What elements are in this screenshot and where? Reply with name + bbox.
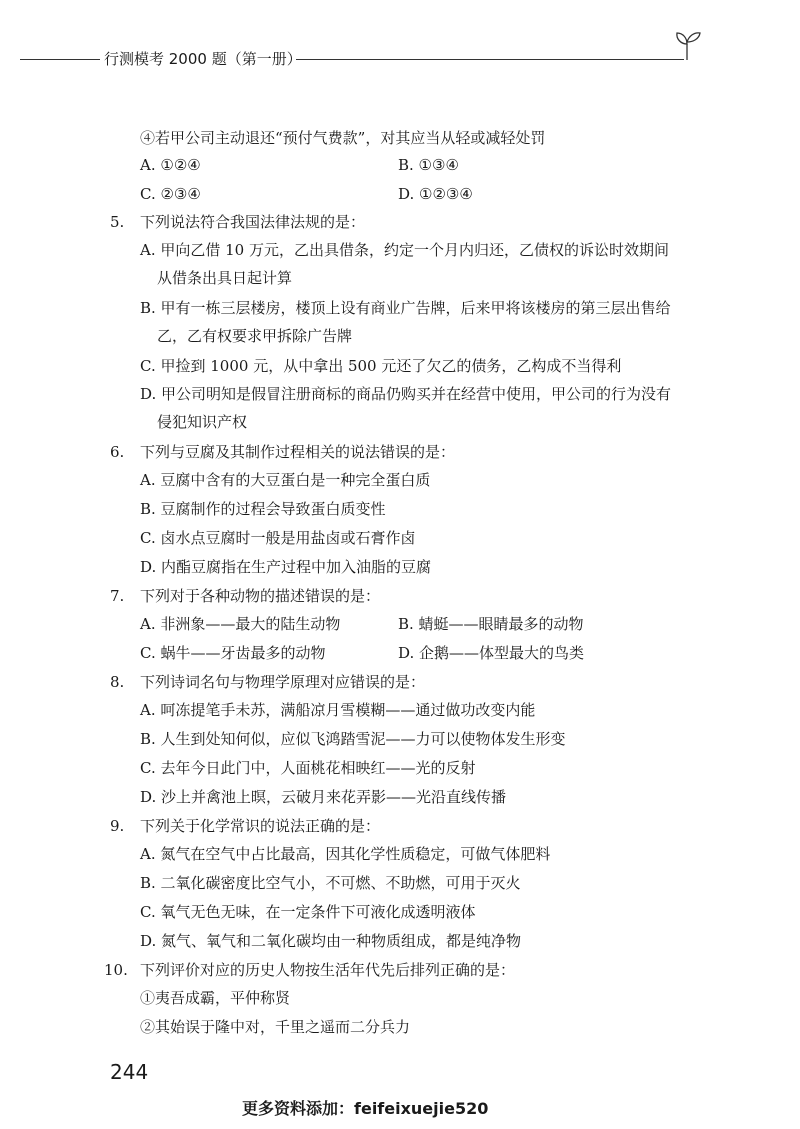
q8-stem: 下列诗词名句与物理学原理对应错误的是： bbox=[140, 673, 426, 691]
page-number: 244 bbox=[110, 1060, 149, 1084]
q5-option-d-line2: 侵犯知识产权 bbox=[157, 413, 248, 431]
q7-option-c: C. 蜗牛——牙齿最多的动物 bbox=[140, 644, 326, 662]
q5-option-d-line1: D. 甲公司明知是假冒注册商标的商品仍购买并在经营中使用，甲公司的行为没有 bbox=[140, 385, 672, 403]
q9-option-c: C. 氧气无色无味，在一定条件下可液化成透明液体 bbox=[140, 903, 476, 921]
footer-note: 更多资料添加：feifeixuejie520 bbox=[242, 1099, 489, 1118]
q5-option-b-line2: 乙，乙有权要求甲拆除广告牌 bbox=[157, 327, 353, 345]
q9-option-d: D. 氮气、氧气和二氧化碳均由一种物质组成，都是纯净物 bbox=[140, 932, 522, 950]
q8-option-a: A. 呵冻提笔手未苏，满船凉月雪模糊——通过做功改变内能 bbox=[140, 701, 536, 719]
q10-item2: ②其始误于隆中对，千里之遥而二分兵力 bbox=[140, 1018, 411, 1036]
q5-option-a-line2: 从借条出具日起计算 bbox=[157, 269, 293, 287]
q4-item4: ④若甲公司主动退还“预付气费款”，对其应当从轻或减轻处罚 bbox=[140, 129, 546, 147]
q6-option-b: B. 豆腐制作的过程会导致蛋白质变性 bbox=[140, 500, 386, 518]
q6-number: 6. bbox=[110, 443, 125, 461]
q4-option-d: D. ①②③④ bbox=[398, 185, 473, 203]
q8-option-d: D. 沙上并禽池上暝，云破月来花弄影——光沿直线传播 bbox=[140, 788, 507, 806]
header-rule-left bbox=[20, 59, 100, 60]
q5-stem: 下列说法符合我国法律法规的是： bbox=[140, 213, 366, 231]
q4-option-b: B. ①③④ bbox=[398, 156, 459, 174]
q4-option-a: A. ①②④ bbox=[140, 156, 201, 174]
q6-stem: 下列与豆腐及其制作过程相关的说法错误的是： bbox=[140, 443, 456, 461]
q5-option-b-line1: B. 甲有一栋三层楼房，楼顶上设有商业广告牌，后来甲将该楼房的第三层出售给 bbox=[140, 299, 671, 317]
sprout-icon bbox=[672, 26, 702, 62]
q4-option-c: C. ②③④ bbox=[140, 185, 201, 203]
q10-stem: 下列评价对应的历史人物按生活年代先后排列正确的是： bbox=[140, 961, 516, 979]
q8-number: 8. bbox=[110, 673, 125, 691]
q8-option-b: B. 人生到处知何似，应似飞鸿踏雪泥——力可以使物体发生形变 bbox=[140, 730, 566, 748]
q7-option-a: A. 非洲象——最大的陆生动物 bbox=[140, 615, 341, 633]
q7-stem: 下列对于各种动物的描述错误的是： bbox=[140, 587, 381, 605]
q10-number: 10. bbox=[104, 961, 128, 979]
q7-number: 7. bbox=[110, 587, 125, 605]
q6-option-c: C. 卤水点豆腐时一般是用盐卤或石膏作卤 bbox=[140, 529, 416, 547]
q6-option-d: D. 内酯豆腐指在生产过程中加入油脂的豆腐 bbox=[140, 558, 432, 576]
q9-number: 9. bbox=[110, 817, 125, 835]
q8-option-c: C. 去年今日此门中，人面桃花相映红——光的反射 bbox=[140, 759, 476, 777]
q7-option-d: D. 企鹅——体型最大的鸟类 bbox=[398, 644, 585, 662]
q9-stem: 下列关于化学常识的说法正确的是： bbox=[140, 817, 381, 835]
header-rule-right bbox=[296, 59, 684, 60]
q5-option-a-line1: A. 甲向乙借 10 万元，乙出具借条，约定一个月内归还，乙债权的诉讼时效期间 bbox=[140, 241, 669, 259]
q7-option-b: B. 蜻蜓——眼睛最多的动物 bbox=[398, 615, 584, 633]
running-header-title: 行测模考 2000 题（第一册） bbox=[104, 50, 302, 68]
q6-option-a: A. 豆腐中含有的大豆蛋白是一种完全蛋白质 bbox=[140, 471, 431, 489]
q9-option-a: A. 氮气在空气中占比最高，因其化学性质稳定，可做气体肥料 bbox=[140, 845, 551, 863]
q5-number: 5. bbox=[110, 213, 125, 231]
q5-option-c: C. 甲捡到 1000 元，从中拿出 500 元还了欠乙的债务，乙构成不当得利 bbox=[140, 357, 622, 375]
q10-item1: ①夷吾成霸，平仲称贤 bbox=[140, 989, 291, 1007]
q9-option-b: B. 二氧化碳密度比空气小，不可燃、不助燃，可用于灭火 bbox=[140, 874, 521, 892]
